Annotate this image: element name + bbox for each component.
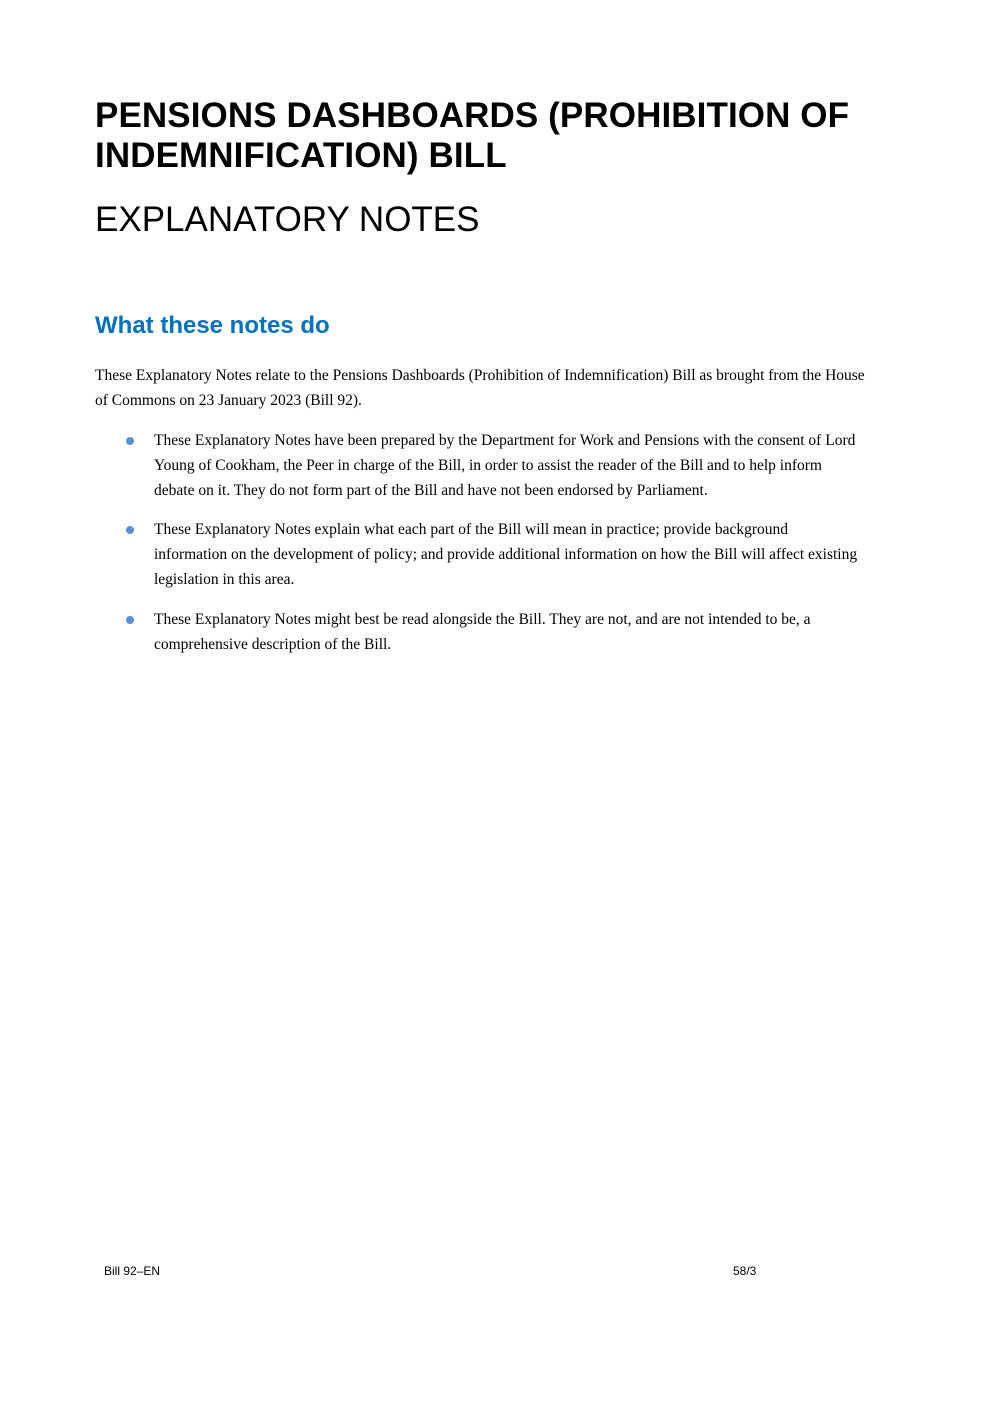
intro-paragraph: These Explanatory Notes relate to the Pensions Dashboards (Prohibition of Indemnification) Bill as brought from the House of Commons on 23 January 2023 (Bill 92).	[95, 367, 865, 409]
list-item	[124, 429, 864, 503]
bullet-text: These Explanatory Notes might best be read alongside the Bill. They are not, and are not intended to be, a comprehensive description of the Bill.	[154, 610, 811, 653]
bullet-icon	[126, 437, 134, 445]
document-title: PENSIONS DASHBOARDS (PROHIBITION OF INDEMNIFICATION) BILL	[95, 96, 850, 175]
footer-bill-reference: Bill 92–EN	[104, 1264, 161, 1278]
bullet-icon	[126, 526, 134, 534]
document-subtitle: EXPLANATORY NOTES	[95, 200, 480, 239]
list-item	[124, 608, 864, 658]
bullet-text: These Explanatory Notes have been prepared by the Department for Work and Pensions with the consent of Lord Young of Cookham, the Peer in charge of the Bill, in order to assist the reader of the Bill and to help inform debate on it. They do not form part of the Bill and have not been endorsed by Parliament.	[154, 432, 856, 499]
list-item	[124, 518, 864, 592]
bullet-icon	[126, 616, 134, 624]
footer-page-code: 58/3	[733, 1264, 757, 1278]
bullet-list	[124, 429, 864, 672]
bullet-text: These Explanatory Notes explain what each part of the Bill will mean in practice; provide background information on the development of policy; and provide additional information on how the Bill will affect existing legislation in this area.	[154, 521, 858, 588]
section-heading: What these notes do	[95, 312, 330, 339]
